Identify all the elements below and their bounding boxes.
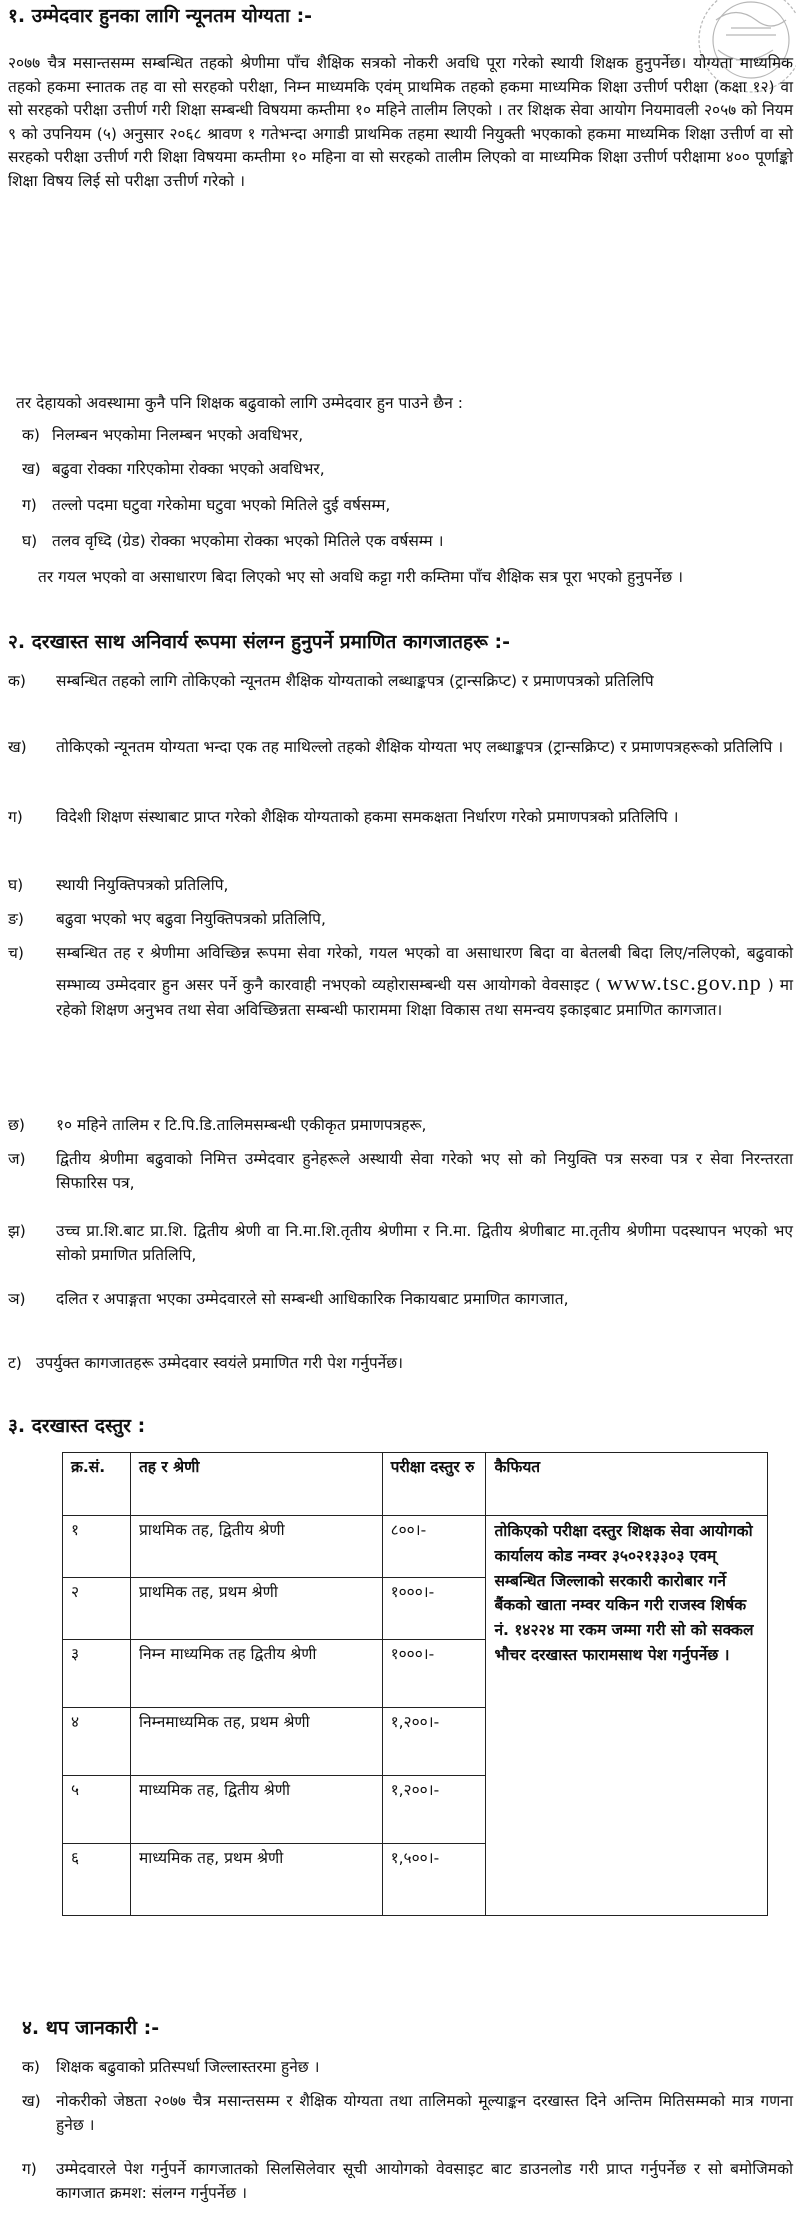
section-3-heading: ३. दरखास्त दस्तुर :	[8, 1415, 146, 1437]
cell-level: निम्नमाध्यमिक तह, प्रथम श्रेणी	[130, 1708, 382, 1776]
list-item-text: निलम्बन भएकोमा निलम्बन भएको अवधिभर,	[52, 426, 304, 444]
cell-sn: ५	[63, 1776, 131, 1844]
cell-level: माध्यमिक तह, द्वितीय श्रेणी	[130, 1776, 382, 1844]
list-item	[8, 670, 793, 694]
list-item-text: विदेशी शिक्षण संस्थाबाट प्राप्त गरेको शैक्षिक योग्यताको हकमा समकक्षता निर्धारण गरेको प्रमाणपत्रको प्रतिलिपि ।	[56, 808, 679, 826]
list-item	[22, 424, 793, 448]
cell-sn: ३	[63, 1640, 131, 1708]
list-item-text	[56, 942, 793, 1023]
list-item-label: छ)	[8, 1116, 25, 1134]
table-header-row	[63, 1453, 768, 1516]
fee-table	[62, 1452, 768, 1916]
cell-sn: १	[63, 1516, 131, 1578]
section-1-proviso: तर गयल भएको वा असाधारण बिदा लिएको भए सो अवधि कट्टा गरी कम्तिमा पाँच शैक्षिक सत्र पूरा भएको हुनुपर्नेछ ।	[38, 568, 683, 586]
cell-sn: ६	[63, 1844, 131, 1916]
list-item	[22, 2090, 793, 2137]
column-header-remarks: कैफियत	[486, 1453, 768, 1516]
website-link[interactable]: www.tsc.gov.np	[607, 969, 762, 995]
section-1-heading: १. उम्मेदवार हुनका लागि न्यूनतम योग्यता :-	[8, 5, 313, 27]
list-item	[8, 1148, 793, 1195]
list-item-label: ख)	[22, 460, 41, 478]
list-item-label: ट)	[8, 1354, 22, 1372]
cell-sn: २	[63, 1578, 131, 1640]
list-item	[8, 942, 793, 1023]
list-item-label: क)	[22, 2058, 40, 2076]
list-item-label: ग)	[22, 496, 37, 514]
list-item	[8, 1114, 793, 1138]
list-item	[8, 1220, 793, 1267]
section-1-paragraph: २०७७ चैत्र मसान्तसम्म सम्बन्धित तहको श्रेणीमा पाँच शैक्षिक सत्रको नोकरी अवधि पूरा गरेको स्थायी शिक्षक हुनुपर्नेछ। योग्यता माध्यमिक तहको हकमा स्नातक तह वा सो सरहको परीक्षा, निम्न माध्यमकि एवंम् प्राथमिक तहको हकमा माध्यमिक शिक्षा उत्तीर्ण परीक्षा (कक्षा १२) वा सो सरहको परीक्षा उत्तीर्ण गरी शिक्षा सम्बन्धी विषयमा कम्तीमा १० महिने तालीम लिएको । तर शिक्षक सेवा आयोग नियमावली २०५७ को नियम ९ को उपनियम (५) अनुसार २०६८ श्रावण १ गतेभन्दा अगाडी प्राथमिक तहमा स्थायी नियुक्ती भएकाको हकमा माध्यमिक शिक्षा उत्तीर्ण वा सो सरहको परीक्षा उत्तीर्ण गरी शिक्षा विषयमा कम्तीमा १० महिना वा सो सरहको तालीम लिएको वा माध्यमिक शिक्षा उत्तीर्ण परीक्षामा ४०० पूर्णाङ्को शिक्षा विषय लिई सो परीक्षा उत्तीर्ण गरेको ।	[8, 54, 793, 190]
cell-fee: १०००।-	[382, 1640, 486, 1708]
list-item-label: ग)	[8, 808, 23, 826]
list-item-text: शिक्षक बढुवाको प्रतिस्पर्धा जिल्लास्तरमा हुनेछ ।	[56, 2058, 320, 2076]
list-item	[22, 2056, 793, 2080]
column-header-fee: परीक्षा दस्तुर रु	[382, 1453, 486, 1516]
cell-sn: ४	[63, 1708, 131, 1776]
list-item-text: तल्लो पदमा घटुवा गरेकोमा घटुवा भएको मितिले दुई वर्षसम्म,	[52, 496, 391, 514]
list-item	[8, 1288, 793, 1312]
list-item	[22, 494, 793, 518]
cell-level: माध्यमिक तह, प्रथम श्रेणी	[130, 1844, 382, 1916]
list-item-label: ख)	[8, 738, 27, 756]
list-item-text: तोकिएको न्यूनतम योग्यता भन्दा एक तह माथिल्लो तहको शैक्षिक योग्यता भए लब्धाङ्कपत्र (ट्रान्सक्रिप्ट) र प्रमाणपत्रहरूको प्रतिलिपि ।	[56, 738, 784, 756]
list-item-text: १० महिने तालिम र टि.पि.डि.तालिमसम्बन्धी एकीकृत प्रमाणपत्रहरू,	[56, 1116, 427, 1134]
list-item-label: घ)	[22, 532, 38, 550]
cell-level: निम्न माध्यमिक तह द्वितीय श्रेणी	[130, 1640, 382, 1708]
list-item-label: ग)	[22, 2160, 37, 2178]
list-item-label: ञ)	[8, 1290, 26, 1308]
list-item-text: बढुवा रोक्का गरिएकोमा रोक्का भएको अवधिभर,	[52, 460, 325, 478]
list-item-label: झ)	[8, 1222, 26, 1240]
list-item	[8, 874, 793, 898]
list-item	[8, 736, 793, 760]
cell-fee: १,५००।-	[382, 1844, 486, 1916]
list-item	[8, 1352, 793, 1376]
list-item-text-part: सम्बन्धित तह र श्रेणीमा अविच्छिन्न रूपमा सेवा गरेको, गयल भएको वा असाधारण बिदा वा बेतलबी बिदा लिए/नलिएको, बढुवाको सम्भाव्य उम्मेदवार हुन असर पर्ने कुनै कारवाही नभएको व्यहोरासम्बन्धी यस आयोगको वेवसाइट (	[56, 944, 793, 994]
cell-remarks: तोकिएको परीक्षा दस्तुर शिक्षक सेवा आयोगको कार्यालय कोड नम्वर ३५०२१३३०३ एवम् सम्बन्धित जिल्लाको सरकारी कारोबार गर्ने बैंकको खाता नम्वर यकिन गरी राजस्व शिर्षक नं. १४२२४ मा रकम जम्मा गरी सो को सक्कल भौचर दरखास्त फारामसाथ पेश गर्नुपर्नेछ ।	[486, 1516, 768, 1916]
list-item-text: तलव वृध्दि (ग्रेड) रोक्का भएकोमा रोक्का भएको मितिले एक वर्षसम्म ।	[52, 532, 444, 550]
list-item-label: ज)	[8, 1150, 26, 1168]
section-1-condition-intro: तर देहायको अवस्थामा कुनै पनि शिक्षक बढुवाको लागि उम्मेदवार हुन पाउने छैन :	[16, 394, 463, 412]
column-header-sn: क्र.सं.	[63, 1453, 131, 1516]
list-item	[22, 530, 793, 554]
cell-level: प्राथमिक तह, प्रथम श्रेणी	[130, 1578, 382, 1640]
list-item-text: उम्मेदवारले पेश गर्नुपर्ने कागजातको सिलसिलेवार सूची आयोगको वेवसाइट बाट डाउनलोड गरी प्राप्त गर्नुपर्नेछ र सो बमोजिमको कागजात क्रमश: संलग्न गर्नुपर्नेछ ।	[56, 2160, 793, 2202]
list-item-text: उच्च प्रा.शि.बाट प्रा.शि. द्वितीय श्रेणी वा नि.मा.शि.तृतीय श्रेणीमा र नि.मा. द्वितीय श्रेणीबाट मा.तृतीय श्रेणीमा पदस्थापन भएको भए सोको प्रमाणित प्रतिलिपि,	[56, 1222, 793, 1264]
cell-fee: ८००।-	[382, 1516, 486, 1578]
list-item-text: नोकरीको जेष्ठता २०७७ चैत्र मसान्तसम्म र शैक्षिक योग्यता तथा तालिमको मूल्याङ्कन दरखास्त दिने अन्तिम मितिसम्मको मात्र गणना हुनेछ ।	[56, 2092, 793, 2134]
list-item-label: ख)	[22, 2092, 41, 2110]
list-item-text: सम्बन्धित तहको लागि तोकिएको न्यूनतम शैक्षिक योग्यताको लब्धाङ्कपत्र (ट्रान्सक्रिप्ट) र प्रमाणपत्रको प्रतिलिपि	[56, 672, 654, 690]
list-item-text-part: ) मा रहेको शिक्षण अनुभव तथा सेवा अविच्छिन्नता सम्बन्धी फाराममा शिक्षा विकास तथा समन्वय इकाइबाट प्रमाणित कागजात।	[56, 975, 793, 1019]
list-item-label: क)	[8, 672, 26, 690]
list-item-text: बढुवा भएको भए बढुवा नियुक्तिपत्रको प्रतिलिपि,	[56, 910, 326, 928]
cell-level: प्राथमिक तह, द्वितीय श्रेणी	[130, 1516, 382, 1578]
list-item-text: स्थायी नियुक्तिपत्रको प्रतिलिपि,	[56, 876, 229, 894]
list-item-text: उपर्युक्त कागजातहरू उम्मेदवार स्वयंले प्रमाणित गरी पेश गर्नुपर्नेछ।	[36, 1354, 403, 1372]
list-item-label: च)	[8, 944, 24, 962]
column-header-level: तह र श्रेणी	[130, 1453, 382, 1516]
list-item	[22, 2158, 793, 2205]
section-4-heading: ४. थप जानकारी :-	[22, 2017, 160, 2039]
list-item-text: द्वितीय श्रेणीमा बढुवाको निमित्त उम्मेदवार हुनेहरूले अस्थायी सेवा गरेको भए सो को नियुक्ति पत्र सरुवा पत्र र सेवा निरन्तरता सिफारिस पत्र,	[56, 1150, 793, 1192]
cell-fee: १,२००।-	[382, 1708, 486, 1776]
list-item-text: दलित र अपाङ्गता भएका उम्मेदवारले सो सम्बन्धी आधिकारिक निकायबाट प्रमाणित कागजात,	[56, 1290, 569, 1308]
list-item-label: क)	[22, 426, 40, 444]
section-2-heading: २. दरखास्त साथ अनिवार्य रूपमा संलग्न हुनुपर्ने प्रमाणित कागजातहरू :-	[8, 631, 510, 653]
list-item	[22, 458, 793, 482]
list-item-label: घ)	[8, 876, 24, 894]
list-item	[8, 806, 793, 830]
list-item	[8, 908, 793, 932]
cell-fee: १,२००।-	[382, 1776, 486, 1844]
list-item-label: ङ)	[8, 910, 24, 928]
cell-fee: १०००।-	[382, 1578, 486, 1640]
table-row	[63, 1516, 768, 1578]
